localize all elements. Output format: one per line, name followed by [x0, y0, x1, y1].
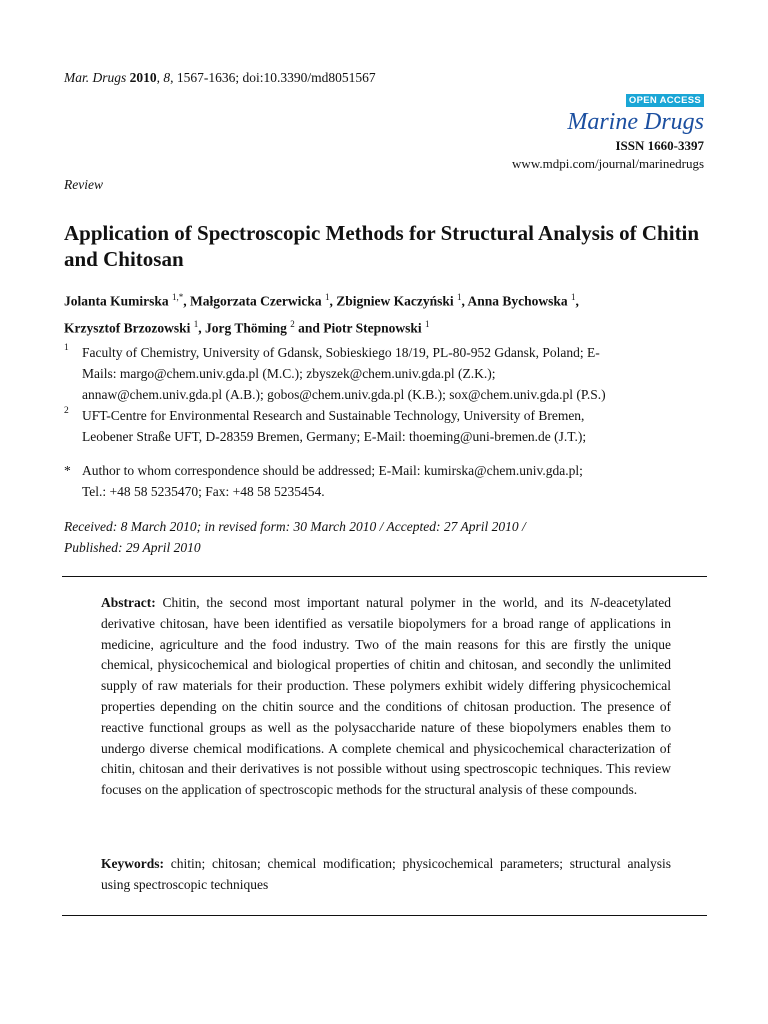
citation-line: Mar. Drugs 2010, 8, 1567-1636; doi:10.3390/md8051567 — [64, 70, 376, 85]
author-sup: 1 — [193, 318, 199, 329]
journal-abbrev: Mar. Drugs — [64, 70, 127, 85]
author-sup: 1 — [571, 292, 576, 302]
correspondence-line: Tel.: +48 58 5235470; Fax: +48 58 5235454. — [82, 484, 325, 499]
keywords-text: chitin; chitosan; chemical modification; physicochemical parameters; structural analysis using spectroscopic techniques — [101, 856, 671, 892]
journal-url[interactable]: www.mdpi.com/journal/marinedrugs — [512, 156, 704, 171]
issn: ISSN 1660-3397 — [615, 138, 704, 153]
correspondence-note — [64, 460, 714, 502]
paper-title: Application of Spectroscopic Methods for Structural Analysis of Chitin and Chitosan — [64, 221, 700, 271]
citation-rest: , 1567-1636; doi:10.3390/md8051567 — [170, 70, 376, 85]
author-sup: 1 — [324, 292, 330, 302]
abstract-label: Abstract: — [101, 595, 156, 610]
divider-bottom — [62, 915, 707, 916]
abstract — [101, 593, 671, 801]
abstract-text: -deacetylated derivative chitosan, have been identified as versatile biopolymers for a broad range of applications in medicine, agriculture and the food industry. Two of the main reasons for this are firstly the unique chemical, physicochemical and biological properties of chitin and chitosan, and secondly the unlimited supply of raw materials for their production. These polymers exhibit widely differing physicochemical properties depending on the chitin source and the conditions of chitosan production. The presence of reactive functional groups as well as the polysaccharide nature of these biopolymers enables them to undergo diverse chemical modifications. A complete chemical and physicochemical characterization of chitin, chitosan and their derivatives is not possible without using spectroscopic techniques. This review focuses on the application of spectroscopic methods for the structural analysis of these compounds. — [101, 595, 671, 798]
author-name: Jolanta Kumirska — [64, 293, 169, 309]
article-type: Review — [64, 177, 103, 192]
author-sup: 1 — [425, 318, 430, 329]
affiliation-mark: 2 — [64, 406, 69, 416]
affiliation-2 — [64, 405, 714, 447]
author-sup: 2 — [290, 318, 295, 329]
author-sup: 1,* — [172, 292, 184, 302]
author-name: Jorg Thöming — [204, 320, 287, 335]
journal-name: Marine Drugs — [567, 109, 704, 135]
affiliation-line: annaw@chem.univ.gda.pl (A.B.); gobos@chem.univ.gda.pl (K.B.); sox@chem.univ.gda.pl (P.S.) — [82, 387, 606, 402]
affiliation-1 — [64, 342, 714, 405]
affiliation-line: Mails: margo@chem.univ.gda.pl (M.C.); zbyszek@chem.univ.gda.pl (Z.K.); — [82, 366, 496, 381]
correspondence-mark: * — [64, 463, 71, 478]
dates-line: Received: 8 March 2010; in revised form: 30 March 2010 / Accepted: 27 April 2010 / — [64, 519, 526, 534]
author-name: Piotr Stepnowski — [323, 320, 422, 335]
citation-volume: 8 — [163, 70, 171, 85]
keywords-label: Keywords: — [101, 856, 164, 871]
affiliation-mark: 1 — [64, 343, 69, 353]
citation-year: 2010 — [129, 70, 157, 85]
dates-line: Published: 29 April 2010 — [64, 540, 201, 555]
author-name: Anna Bychowska — [467, 293, 568, 309]
keywords — [101, 853, 671, 895]
affiliation-line: Leobener Straße UFT, D-28359 Bremen, Germany; E-Mail: thoeming@uni-bremen.de (J.T.); — [82, 429, 587, 444]
author-list: Jolanta Kumirska $^{1,*}$, Małgorzata Czerwicka $^1$, Zbigniew Kaczyński $^1$, Anna Bychowska $^1$, Krzysztof Brzozowski $^1$, Jorg Thöming $^2$ and Piotr Stepnowski $^1$ — [64, 292, 579, 335]
abstract-text: Chitin, the second most important natural polymer in the world, and its — [155, 595, 591, 610]
publication-dates — [64, 516, 526, 558]
divider-top — [62, 576, 707, 577]
open-access-badge: OPEN ACCESS — [626, 94, 704, 107]
author-name: Małgorzata Czerwicka — [190, 293, 322, 309]
affiliation-line: Faculty of Chemistry, University of Gdansk, Sobieskiego 18/19, PL-80-952 Gdansk, Poland; E- — [82, 345, 600, 360]
correspondence-line: Author to whom correspondence should be addressed; E-Mail: kumirska@chem.univ.gda.pl; — [82, 463, 583, 478]
abstract-n: N — [590, 595, 600, 610]
author-name: Krzysztof Brzozowski — [64, 320, 191, 335]
author-sup: 1 — [457, 292, 462, 302]
author-name: Zbigniew Kaczyński — [336, 293, 454, 309]
affiliation-line: UFT-Centre for Environmental Research and Sustainable Technology, University of Bremen, — [82, 408, 585, 423]
